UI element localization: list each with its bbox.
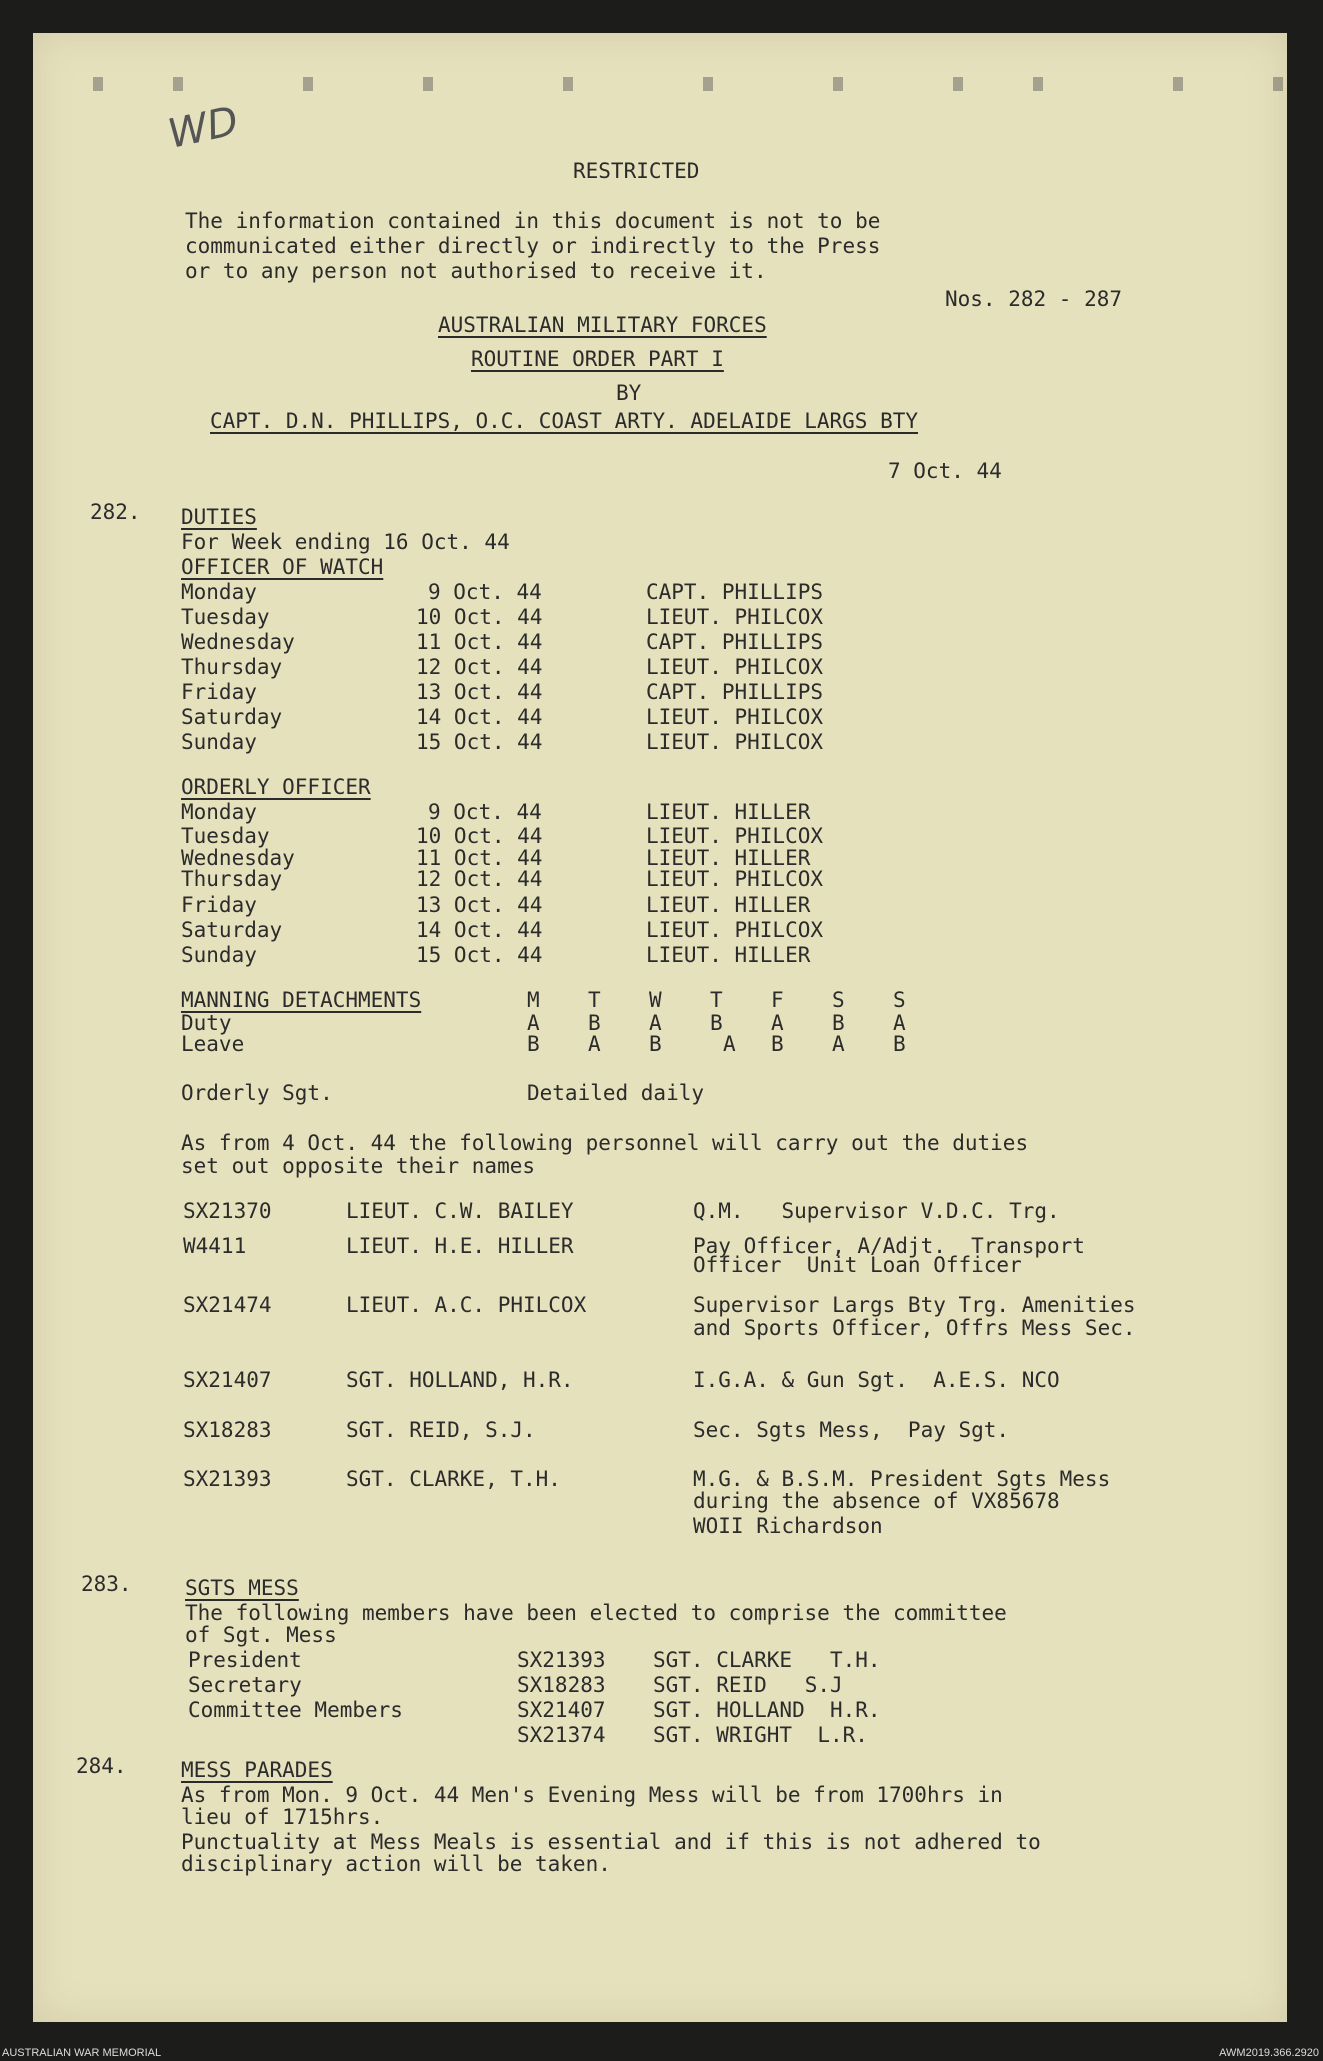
section-heading: SGTS MESS xyxy=(185,1576,299,1600)
leave-label: Leave xyxy=(181,1032,245,1056)
orderly-date: 12 Oct. 44 xyxy=(416,867,543,891)
watch-date: 13 Oct. 44 xyxy=(416,680,543,704)
mess-text-2: lieu of 1715hrs. xyxy=(181,1805,384,1829)
day-letter: T xyxy=(710,988,723,1012)
mess-text-3: Punctuality at Mess Meals is essential and if this is not adhered to xyxy=(181,1830,1041,1854)
day-letter: F xyxy=(771,988,784,1012)
week-ending: For Week ending 16 Oct. 44 xyxy=(181,530,510,554)
orderly-officer: LIEUT. HILLER xyxy=(646,943,811,967)
duty-cell: B xyxy=(832,1011,845,1035)
orderly-heading: ORDERLY OFFICER xyxy=(181,775,371,799)
watch-day: Friday xyxy=(181,680,257,704)
notice-line-3: or to any person not authorised to receive it. xyxy=(185,259,767,283)
leave-cell: B xyxy=(649,1032,662,1056)
watch-date: 14 Oct. 44 xyxy=(416,705,543,729)
day-letter: S xyxy=(832,988,845,1012)
watch-officer: CAPT. PHILLIPS xyxy=(646,630,824,654)
watch-day: Saturday xyxy=(181,705,283,729)
committee-role: Secretary xyxy=(188,1673,302,1697)
duty-cell: B xyxy=(710,1011,723,1035)
orderly-date: 11 Oct. 44 xyxy=(416,846,543,870)
person-duties: I.G.A. & Gun Sgt. A.E.S. NCO xyxy=(693,1368,1060,1392)
committee-number: SX21407 xyxy=(517,1698,606,1722)
committee-number: SX18283 xyxy=(517,1673,606,1697)
notice-line-2: communicated either directly or indirectly to the Press xyxy=(185,234,881,258)
duty-cell: A xyxy=(771,1011,784,1035)
day-letter: M xyxy=(527,988,540,1012)
orderly-officer: LIEUT. PHILCOX xyxy=(646,867,824,891)
punch-marks xyxy=(73,69,1313,109)
service-number: SX21370 xyxy=(183,1199,272,1223)
duty-label: Duty xyxy=(181,1011,232,1035)
personnel-intro-1: As from 4 Oct. 44 the following personnel will carry out the duties xyxy=(181,1131,1029,1155)
order-numbers: Nos. 282 - 287 xyxy=(945,287,1123,311)
orderly-day: Wednesday xyxy=(181,846,295,870)
watch-date: 12 Oct. 44 xyxy=(416,655,543,679)
footer-right: AWM2019.366.2920 xyxy=(1219,2047,1319,2059)
committee-intro-2: of Sgt. Mess xyxy=(185,1623,337,1647)
person-duties: Supervisor Largs Bty Trg. Amenities xyxy=(693,1293,1136,1317)
watch-officer: LIEUT. PHILCOX xyxy=(646,655,824,679)
person-name: LIEUT. H.E. HILLER xyxy=(346,1234,574,1258)
watch-officer: LIEUT. PHILCOX xyxy=(646,730,824,754)
person-name: LIEUT. C.W. BAILEY xyxy=(346,1199,574,1223)
orderly-date: 9 Oct. 44 xyxy=(428,800,542,824)
orderly-day: Sunday xyxy=(181,943,257,967)
classification: RESTRICTED xyxy=(573,159,700,183)
watch-date: 9 Oct. 44 xyxy=(428,580,542,604)
section-number: 283. xyxy=(81,1572,132,1596)
committee-intro-1: The following members have been elected to comprise the committee xyxy=(185,1601,1007,1625)
watch-officer: LIEUT. PHILCOX xyxy=(646,705,824,729)
watch-day: Wednesday xyxy=(181,630,295,654)
by-label: BY xyxy=(616,381,642,405)
section-number: 284. xyxy=(76,1754,127,1778)
duty-cell: A xyxy=(527,1011,540,1035)
service-number: SX18283 xyxy=(183,1418,272,1442)
committee-name: SGT. CLARKE T.H. xyxy=(653,1648,881,1672)
orderly-day: Thursday xyxy=(181,867,283,891)
person-duties: WOII Richardson xyxy=(693,1514,883,1538)
watch-day: Monday xyxy=(181,580,257,604)
committee-name: SGT. WRIGHT L.R. xyxy=(653,1723,868,1747)
person-name: LIEUT. A.C. PHILCOX xyxy=(346,1293,587,1317)
title-2: ROUTINE ORDER PART I xyxy=(471,347,724,371)
day-letter: W xyxy=(649,988,662,1012)
pencil-annotation: WD xyxy=(163,98,243,158)
committee-name: SGT. REID S.J xyxy=(653,1673,843,1697)
committee-name: SGT. HOLLAND H.R. xyxy=(653,1698,881,1722)
leave-cell: B xyxy=(893,1032,906,1056)
orderly-officer: LIEUT. HILLER xyxy=(646,800,811,824)
issuer: CAPT. D.N. PHILLIPS, O.C. COAST ARTY. ADELAIDE LARGS BTY xyxy=(210,409,919,433)
service-number: SX21407 xyxy=(183,1368,272,1392)
watch-officer: CAPT. PHILLIPS xyxy=(646,580,824,604)
committee-role: Committee Members xyxy=(188,1698,403,1722)
committee-role: President xyxy=(188,1648,302,1672)
leave-cell: A xyxy=(723,1032,736,1056)
orderly-day: Tuesday xyxy=(181,824,270,848)
committee-number: SX21393 xyxy=(517,1648,606,1672)
watch-officer: CAPT. PHILLIPS xyxy=(646,680,824,704)
service-number: SX21393 xyxy=(183,1467,272,1491)
document-page xyxy=(33,33,1287,2022)
day-letter: S xyxy=(893,988,906,1012)
watch-day: Thursday xyxy=(181,655,283,679)
personnel-intro-2: set out opposite their names xyxy=(181,1154,536,1178)
duty-cell: B xyxy=(588,1011,601,1035)
mess-text-4: disciplinary action will be taken. xyxy=(181,1852,611,1876)
duty-cell: A xyxy=(649,1011,662,1035)
leave-cell: B xyxy=(527,1032,540,1056)
service-number: W4411 xyxy=(183,1234,247,1258)
person-duties: and Sports Officer, Offrs Mess Sec. xyxy=(693,1316,1136,1340)
manning-heading: MANNING DETACHMENTS xyxy=(181,988,422,1012)
watch-day: Sunday xyxy=(181,730,257,754)
order-date: 7 Oct. 44 xyxy=(888,459,1002,483)
notice-line-1: The information contained in this document is not to be xyxy=(185,209,881,233)
orderly-date: 15 Oct. 44 xyxy=(416,943,543,967)
leave-cell: A xyxy=(588,1032,601,1056)
orderly-date: 14 Oct. 44 xyxy=(416,918,543,942)
person-duties: Pay Officer, A/Adjt. Transport xyxy=(693,1234,1085,1258)
watch-date: 15 Oct. 44 xyxy=(416,730,543,754)
section-heading: MESS PARADES xyxy=(181,1758,333,1782)
watch-day: Tuesday xyxy=(181,605,270,629)
person-duties: Q.M. Supervisor V.D.C. Trg. xyxy=(693,1199,1060,1223)
person-name: SGT. REID, S.J. xyxy=(346,1418,536,1442)
leave-cell: A xyxy=(832,1032,845,1056)
orderly-day: Monday xyxy=(181,800,257,824)
person-name: SGT. HOLLAND, H.R. xyxy=(346,1368,574,1392)
section-heading: DUTIES xyxy=(181,505,257,529)
person-duties: during the absence of VX85678 xyxy=(693,1489,1060,1513)
orderly-sgt-label: Orderly Sgt. xyxy=(181,1081,333,1105)
person-duties: M.G. & B.S.M. President Sgts Mess xyxy=(693,1467,1111,1491)
watch-heading: OFFICER OF WATCH xyxy=(181,555,384,579)
watch-date: 11 Oct. 44 xyxy=(416,630,543,654)
watch-date: 10 Oct. 44 xyxy=(416,605,543,629)
orderly-officer: LIEUT. PHILCOX xyxy=(646,824,824,848)
day-letter: T xyxy=(588,988,601,1012)
orderly-date: 13 Oct. 44 xyxy=(416,893,543,917)
title-1: AUSTRALIAN MILITARY FORCES xyxy=(438,313,767,337)
mess-text-1: As from Mon. 9 Oct. 44 Men's Evening Mess will be from 1700hrs in xyxy=(181,1783,1003,1807)
service-number: SX21474 xyxy=(183,1293,272,1317)
orderly-date: 10 Oct. 44 xyxy=(416,824,543,848)
leave-cell: B xyxy=(771,1032,784,1056)
orderly-officer: LIEUT. HILLER xyxy=(646,893,811,917)
footer-left: AUSTRALIAN WAR MEMORIAL xyxy=(2,2047,162,2059)
orderly-sgt-value: Detailed daily xyxy=(527,1081,705,1105)
orderly-officer: LIEUT. HILLER xyxy=(646,846,811,870)
person-duties: Sec. Sgts Mess, Pay Sgt. xyxy=(693,1418,1010,1442)
section-number: 282. xyxy=(90,500,141,524)
duty-cell: A xyxy=(893,1011,906,1035)
orderly-day: Saturday xyxy=(181,918,283,942)
committee-number: SX21374 xyxy=(517,1723,606,1747)
orderly-officer: LIEUT. PHILCOX xyxy=(646,918,824,942)
person-duties: Officer Unit Loan Officer xyxy=(693,1253,1022,1277)
watch-officer: LIEUT. PHILCOX xyxy=(646,605,824,629)
person-name: SGT. CLARKE, T.H. xyxy=(346,1467,561,1491)
orderly-day: Friday xyxy=(181,893,257,917)
